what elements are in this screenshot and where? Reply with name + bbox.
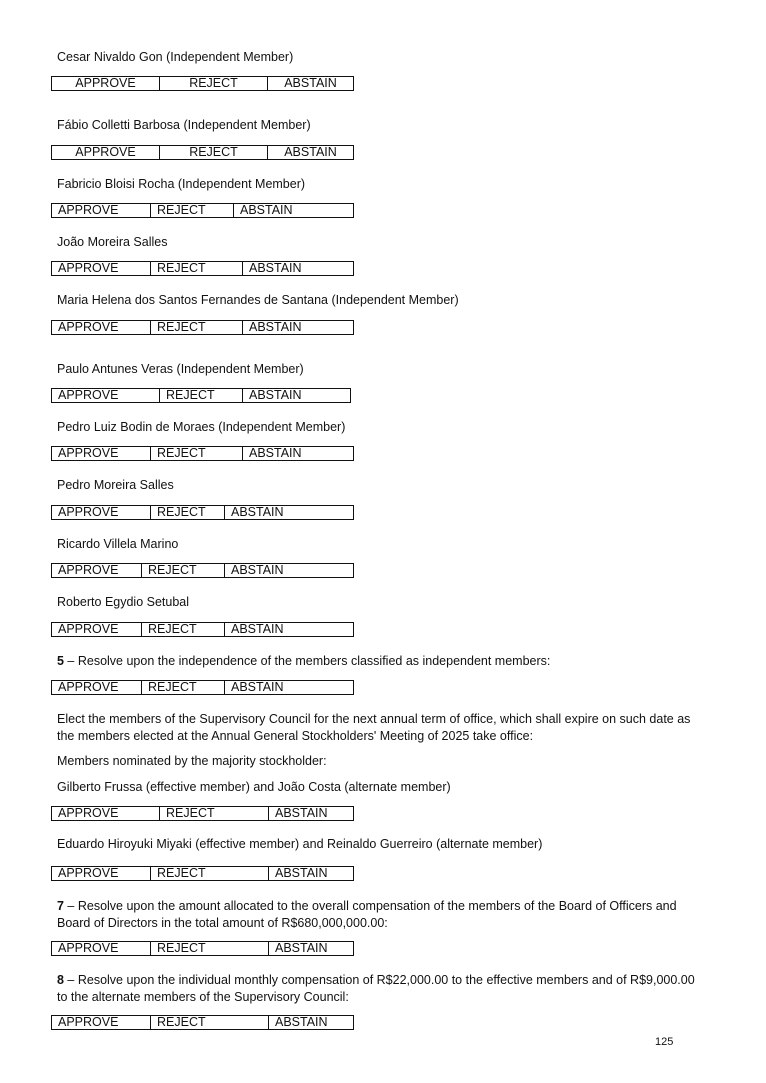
abstain-option[interactable]: ABSTAIN: [242, 389, 350, 402]
member-name: Fábio Colletti Barbosa (Independent Member): [57, 118, 311, 132]
vote-table: [51, 76, 354, 91]
reject-option[interactable]: REJECT: [141, 681, 224, 694]
reject-option[interactable]: REJECT: [150, 321, 242, 334]
council-pair-name: Gilberto Frussa (effective member) and João Costa (alternate member): [57, 780, 451, 794]
item-number: 5: [57, 654, 64, 668]
vote-table: [51, 622, 354, 637]
member-name: Cesar Nivaldo Gon (Independent Member): [57, 50, 294, 64]
approve-option[interactable]: APPROVE: [75, 77, 136, 90]
reject-option[interactable]: REJECT: [150, 204, 233, 217]
vote-table: [51, 866, 354, 881]
abstain-option[interactable]: ABSTAIN: [268, 942, 353, 955]
approve-option[interactable]: APPROVE: [58, 321, 119, 334]
approve-option[interactable]: APPROVE: [58, 681, 119, 694]
abstain-option[interactable]: ABSTAIN: [267, 146, 353, 159]
vote-table: [51, 1015, 354, 1030]
abstain-option[interactable]: ABSTAIN: [267, 77, 353, 90]
approve-option[interactable]: APPROVE: [58, 564, 119, 577]
abstain-option[interactable]: ABSTAIN: [268, 867, 353, 880]
approve-option[interactable]: APPROVE: [75, 146, 136, 159]
abstain-option[interactable]: ABSTAIN: [233, 204, 353, 217]
vote-table: [51, 261, 354, 276]
abstain-option[interactable]: ABSTAIN: [224, 564, 353, 577]
abstain-option[interactable]: ABSTAIN: [268, 1016, 353, 1029]
abstain-option[interactable]: ABSTAIN: [242, 321, 353, 334]
approve-option[interactable]: APPROVE: [58, 262, 119, 275]
vote-table: [51, 505, 354, 520]
member-name: Paulo Antunes Veras (Independent Member): [57, 362, 304, 376]
reject-option[interactable]: REJECT: [150, 867, 268, 880]
vote-table: [51, 320, 354, 335]
member-name: Pedro Luiz Bodin de Moraes (Independent Member): [57, 420, 346, 434]
item-7-text: [57, 898, 707, 932]
abstain-option[interactable]: ABSTAIN: [224, 506, 353, 519]
vote-table: [51, 203, 354, 218]
item-number: 8: [57, 973, 64, 987]
reject-option[interactable]: REJECT: [159, 146, 267, 159]
item-number: 7: [57, 899, 64, 913]
member-name: Ricardo Villela Marino: [57, 537, 179, 551]
abstain-option[interactable]: ABSTAIN: [242, 262, 353, 275]
council-nominated-label: Members nominated by the majority stockholder:: [57, 754, 327, 768]
reject-option[interactable]: REJECT: [159, 807, 268, 820]
member-name: Roberto Egydio Setubal: [57, 595, 190, 609]
abstain-option[interactable]: ABSTAIN: [242, 447, 353, 460]
item-description: – Resolve upon the independence of the members classified as independent members:: [63, 654, 551, 668]
approve-option[interactable]: APPROVE: [58, 867, 119, 880]
vote-table: [51, 680, 354, 695]
member-name: Maria Helena dos Santos Fernandes de Santana (Independent Member): [57, 293, 459, 307]
approve-option[interactable]: APPROVE: [58, 1016, 119, 1029]
approve-option[interactable]: APPROVE: [58, 447, 119, 460]
member-name: Pedro Moreira Salles: [57, 478, 174, 492]
reject-option[interactable]: REJECT: [141, 564, 224, 577]
reject-option[interactable]: REJECT: [159, 389, 242, 402]
item-8-text: [57, 972, 707, 1006]
vote-table: [51, 145, 354, 160]
abstain-option[interactable]: ABSTAIN: [224, 623, 353, 636]
approve-option[interactable]: APPROVE: [58, 942, 119, 955]
approve-option[interactable]: APPROVE: [58, 204, 119, 217]
item-5-text: [57, 653, 550, 670]
reject-option[interactable]: REJECT: [150, 262, 242, 275]
vote-table: [51, 446, 354, 461]
reject-option[interactable]: REJECT: [150, 506, 224, 519]
member-name: João Moreira Salles: [57, 235, 168, 249]
reject-option[interactable]: REJECT: [150, 942, 268, 955]
vote-table: [51, 941, 354, 956]
approve-option[interactable]: APPROVE: [58, 389, 119, 402]
vote-table: [51, 388, 351, 403]
approve-option[interactable]: APPROVE: [58, 623, 119, 636]
reject-option[interactable]: REJECT: [141, 623, 224, 636]
item-description: – Resolve upon the amount allocated to the overall compensation of the members of the Board of Officers and Board of Directors in the total amount of R$680,000,000.00:: [57, 899, 677, 930]
reject-option[interactable]: REJECT: [159, 77, 267, 90]
item-description: – Resolve upon the individual monthly compensation of R$22,000.00 to the effective members and of R$9,000.00 to the alternate members of the Supervisory Council:: [57, 973, 695, 1004]
reject-option[interactable]: REJECT: [150, 447, 242, 460]
page-number: 125: [655, 1036, 674, 1048]
vote-table: [51, 806, 354, 821]
reject-option[interactable]: REJECT: [150, 1016, 268, 1029]
council-intro: Elect the members of the Supervisory Council for the next annual term of office, which shall expire on such date as the members elected at the Annual General Stockholders' Meeting of 2025 take office:: [57, 712, 691, 743]
approve-option[interactable]: APPROVE: [58, 807, 119, 820]
abstain-option[interactable]: ABSTAIN: [268, 807, 353, 820]
council-pair-name: Eduardo Hiroyuki Miyaki (effective member) and Reinaldo Guerreiro (alternate member): [57, 837, 543, 851]
vote-table: [51, 563, 354, 578]
member-name: Fabricio Bloisi Rocha (Independent Member): [57, 177, 306, 191]
approve-option[interactable]: APPROVE: [58, 506, 119, 519]
abstain-option[interactable]: ABSTAIN: [224, 681, 353, 694]
